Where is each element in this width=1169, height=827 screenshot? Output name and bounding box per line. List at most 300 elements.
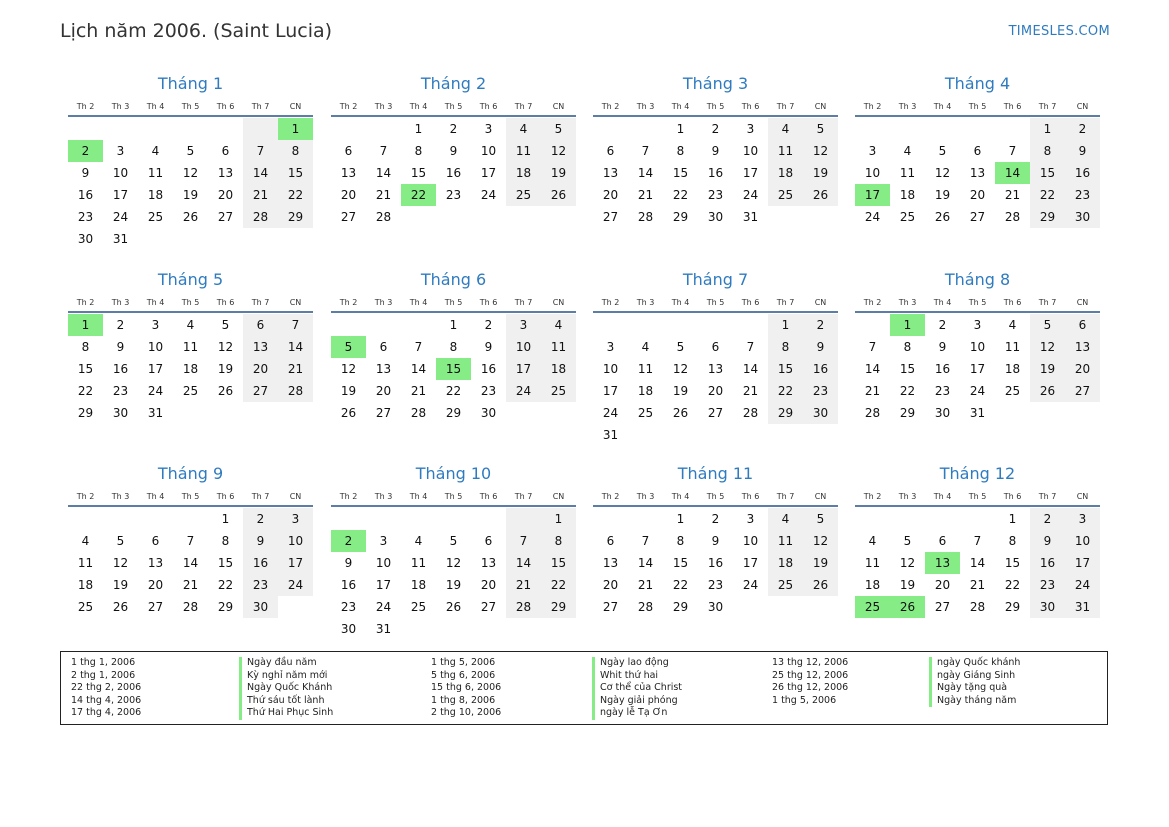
day-cell[interactable]: 22 [541,574,576,596]
day-cell[interactable]: 2 [484,318,493,332]
day-cell[interactable]: 8 [81,340,90,354]
day-cell[interactable]: 17 [855,184,890,206]
day-cell[interactable]: 9 [116,340,125,354]
day-cell[interactable]: 1 [414,122,423,136]
day-cell[interactable]: 11 [864,556,881,570]
day-cell[interactable]: 19 [445,578,462,592]
day-cell[interactable]: 14 [864,362,881,376]
day-cell[interactable]: 19 [803,162,838,184]
day-cell[interactable]: 6 [1065,314,1100,336]
day-cell[interactable]: 26 [934,210,951,224]
day-cell[interactable]: 25 [77,600,94,614]
day-cell[interactable]: 6 [344,144,353,158]
day-cell[interactable]: 21 [864,384,881,398]
day-cell[interactable]: 4 [506,118,541,140]
day-cell[interactable]: 7 [414,340,423,354]
day-cell[interactable]: 1 [221,512,230,526]
day-cell[interactable]: 22 [401,184,436,206]
day-cell[interactable]: 28 [410,406,427,420]
day-cell[interactable]: 18 [768,162,803,184]
day-cell[interactable]: 17 [742,556,759,570]
day-cell[interactable]: 19 [217,362,234,376]
day-cell[interactable]: 15 [436,358,471,380]
day-cell[interactable]: 11 [899,166,916,180]
day-cell[interactable]: 6 [973,144,982,158]
day-cell[interactable]: 30 [707,210,724,224]
day-cell[interactable]: 14 [637,556,654,570]
day-cell[interactable]: 27 [340,210,357,224]
day-cell[interactable]: 25 [506,184,541,206]
day-cell[interactable]: 25 [768,574,803,596]
day-cell[interactable]: 6 [938,534,947,548]
day-cell[interactable]: 5 [903,534,912,548]
day-cell[interactable]: 28 [278,380,313,402]
day-cell[interactable]: 15 [768,358,803,380]
day-cell[interactable]: 19 [803,552,838,574]
day-cell[interactable]: 19 [1030,358,1065,380]
day-cell[interactable]: 27 [217,210,234,224]
day-cell[interactable]: 29 [672,210,689,224]
day-cell[interactable]: 24 [602,406,619,420]
day-cell[interactable]: 20 [602,578,619,592]
day-cell[interactable]: 23 [445,188,462,202]
day-cell[interactable]: 15 [541,552,576,574]
day-cell[interactable]: 20 [707,384,724,398]
day-cell[interactable]: 16 [707,166,724,180]
day-cell[interactable]: 16 [1030,552,1065,574]
day-cell[interactable]: 5 [541,118,576,140]
day-cell[interactable]: 1 [676,512,685,526]
day-cell[interactable]: 14 [637,166,654,180]
day-cell[interactable]: 15 [1030,162,1065,184]
day-cell[interactable]: 27 [707,406,724,420]
day-cell[interactable]: 10 [864,166,881,180]
day-cell[interactable]: 25 [899,210,916,224]
day-cell[interactable]: 25 [1004,384,1021,398]
day-cell[interactable]: 15 [899,362,916,376]
day-cell[interactable]: 5 [186,144,195,158]
day-cell[interactable]: 23 [803,380,838,402]
day-cell[interactable]: 30 [340,622,357,636]
day-cell[interactable]: 31 [602,428,619,442]
day-cell[interactable]: 20 [602,188,619,202]
day-cell[interactable]: 21 [410,384,427,398]
day-cell[interactable]: 6 [379,340,388,354]
day-cell[interactable]: 2 [68,140,103,162]
day-cell[interactable]: 27 [147,600,164,614]
day-cell[interactable]: 7 [506,530,541,552]
day-cell[interactable]: 10 [480,144,497,158]
day-cell[interactable]: 23 [707,578,724,592]
day-cell[interactable]: 28 [243,206,278,228]
day-cell[interactable]: 22 [899,384,916,398]
day-cell[interactable]: 17 [278,552,313,574]
day-cell[interactable]: 12 [672,362,689,376]
day-cell[interactable]: 18 [1004,362,1021,376]
day-cell[interactable]: 14 [506,552,541,574]
day-cell[interactable]: 30 [707,600,724,614]
day-cell[interactable]: 4 [186,318,195,332]
day-cell[interactable]: 10 [506,336,541,358]
day-cell[interactable]: 7 [868,340,877,354]
day-cell[interactable]: 15 [672,556,689,570]
day-cell[interactable]: 14 [243,162,278,184]
day-cell[interactable]: 21 [278,358,313,380]
day-cell[interactable]: 22 [1030,184,1065,206]
day-cell[interactable]: 21 [637,188,654,202]
day-cell[interactable]: 27 [480,600,497,614]
day-cell[interactable]: 25 [182,384,199,398]
day-cell[interactable]: 20 [340,188,357,202]
day-cell[interactable]: 1 [541,508,576,530]
day-cell[interactable]: 30 [1030,596,1065,618]
day-cell[interactable]: 14 [969,556,986,570]
day-cell[interactable]: 19 [112,578,129,592]
day-cell[interactable]: 28 [969,600,986,614]
day-cell[interactable]: 22 [1004,578,1021,592]
day-cell[interactable]: 6 [151,534,160,548]
day-cell[interactable]: 29 [1004,600,1021,614]
day-cell[interactable]: 16 [480,362,497,376]
day-cell[interactable]: 4 [151,144,160,158]
day-cell[interactable]: 24 [742,188,759,202]
day-cell[interactable]: 2 [711,122,720,136]
day-cell[interactable]: 10 [969,340,986,354]
day-cell[interactable]: 3 [746,512,755,526]
day-cell[interactable]: 27 [243,380,278,402]
day-cell[interactable]: 5 [1030,314,1065,336]
day-cell[interactable]: 17 [112,188,129,202]
day-cell[interactable]: 29 [672,600,689,614]
day-cell[interactable]: 23 [480,384,497,398]
day-cell[interactable]: 22 [77,384,94,398]
day-cell[interactable]: 2 [116,318,125,332]
day-cell[interactable]: 11 [147,166,164,180]
day-cell[interactable]: 9 [711,144,720,158]
day-cell[interactable]: 5 [449,534,458,548]
day-cell[interactable]: 18 [768,552,803,574]
day-cell[interactable]: 5 [938,144,947,158]
day-cell[interactable]: 28 [637,600,654,614]
day-cell[interactable]: 22 [445,384,462,398]
day-cell[interactable]: 21 [182,578,199,592]
day-cell[interactable]: 3 [506,314,541,336]
day-cell[interactable]: 9 [711,534,720,548]
day-cell[interactable]: 21 [243,184,278,206]
day-cell[interactable]: 19 [934,188,951,202]
day-cell[interactable]: 14 [410,362,427,376]
day-cell[interactable]: 26 [672,406,689,420]
day-cell[interactable]: 12 [340,362,357,376]
day-cell[interactable]: 14 [995,162,1030,184]
day-cell[interactable]: 17 [969,362,986,376]
day-cell[interactable]: 29 [77,406,94,420]
day-cell[interactable]: 8 [676,144,685,158]
day-cell[interactable]: 18 [541,358,576,380]
day-cell[interactable]: 12 [899,556,916,570]
day-cell[interactable]: 5 [116,534,125,548]
day-cell[interactable]: 3 [151,318,160,332]
day-cell[interactable]: 5 [331,336,366,358]
day-cell[interactable]: 30 [112,406,129,420]
day-cell[interactable]: 31 [147,406,164,420]
day-cell[interactable]: 12 [803,140,838,162]
day-cell[interactable]: 27 [969,210,986,224]
day-cell[interactable]: 3 [116,144,125,158]
day-cell[interactable]: 24 [375,600,392,614]
day-cell[interactable]: 20 [480,578,497,592]
day-cell[interactable]: 6 [484,534,493,548]
day-cell[interactable]: 17 [147,362,164,376]
day-cell[interactable]: 20 [934,578,951,592]
day-cell[interactable]: 24 [278,574,313,596]
day-cell[interactable]: 8 [449,340,458,354]
day-cell[interactable]: 6 [606,534,615,548]
day-cell[interactable]: 25 [855,596,890,618]
day-cell[interactable]: 2 [1030,508,1065,530]
day-cell[interactable]: 4 [903,144,912,158]
day-cell[interactable]: 20 [1065,358,1100,380]
day-cell[interactable]: 24 [864,210,881,224]
day-cell[interactable]: 8 [221,534,230,548]
day-cell[interactable]: 7 [641,144,650,158]
day-cell[interactable]: 6 [221,144,230,158]
day-cell[interactable]: 15 [217,556,234,570]
day-cell[interactable]: 1 [676,122,685,136]
day-cell[interactable]: 31 [969,406,986,420]
day-cell[interactable]: 14 [742,362,759,376]
day-cell[interactable]: 24 [969,384,986,398]
brand-link[interactable]: TIMESLES.COM [1008,24,1110,39]
day-cell[interactable]: 1 [449,318,458,332]
day-cell[interactable]: 10 [278,530,313,552]
day-cell[interactable]: 17 [1065,552,1100,574]
day-cell[interactable]: 28 [182,600,199,614]
day-cell[interactable]: 8 [903,340,912,354]
day-cell[interactable]: 27 [602,600,619,614]
day-cell[interactable]: 3 [606,340,615,354]
day-cell[interactable]: 13 [480,556,497,570]
day-cell[interactable]: 7 [278,314,313,336]
day-cell[interactable]: 29 [217,600,234,614]
day-cell[interactable]: 12 [217,340,234,354]
day-cell[interactable]: 25 [410,600,427,614]
day-cell[interactable]: 30 [77,232,94,246]
day-cell[interactable]: 18 [899,188,916,202]
day-cell[interactable]: 15 [77,362,94,376]
day-cell[interactable]: 8 [1008,534,1017,548]
day-cell[interactable]: 11 [768,140,803,162]
day-cell[interactable]: 16 [340,578,357,592]
day-cell[interactable]: 12 [112,556,129,570]
day-cell[interactable]: 18 [147,188,164,202]
day-cell[interactable]: 18 [506,162,541,184]
day-cell[interactable]: 5 [221,318,230,332]
day-cell[interactable]: 11 [1004,340,1021,354]
day-cell[interactable]: 26 [112,600,129,614]
day-cell[interactable]: 22 [278,184,313,206]
day-cell[interactable]: 1 [890,314,925,336]
day-cell[interactable]: 22 [672,188,689,202]
day-cell[interactable]: 21 [1004,188,1021,202]
day-cell[interactable]: 7 [1008,144,1017,158]
day-cell[interactable]: 2 [938,318,947,332]
day-cell[interactable]: 25 [768,184,803,206]
day-cell[interactable]: 28 [1004,210,1021,224]
day-cell[interactable]: 14 [182,556,199,570]
day-cell[interactable]: 6 [606,144,615,158]
day-cell[interactable]: 23 [243,574,278,596]
day-cell[interactable]: 26 [803,574,838,596]
day-cell[interactable]: 16 [445,166,462,180]
day-cell[interactable]: 14 [375,166,392,180]
day-cell[interactable]: 4 [541,314,576,336]
day-cell[interactable]: 4 [768,118,803,140]
day-cell[interactable]: 13 [340,166,357,180]
day-cell[interactable]: 16 [934,362,951,376]
day-cell[interactable]: 2 [1065,118,1100,140]
day-cell[interactable]: 3 [484,122,493,136]
day-cell[interactable]: 9 [243,530,278,552]
day-cell[interactable]: 24 [112,210,129,224]
day-cell[interactable]: 12 [934,166,951,180]
day-cell[interactable]: 28 [742,406,759,420]
day-cell[interactable]: 13 [602,556,619,570]
day-cell[interactable]: 19 [672,384,689,398]
day-cell[interactable]: 22 [672,578,689,592]
day-cell[interactable]: 11 [506,140,541,162]
day-cell[interactable]: 12 [803,530,838,552]
day-cell[interactable]: 26 [340,406,357,420]
day-cell[interactable]: 3 [379,534,388,548]
day-cell[interactable]: 9 [344,556,353,570]
day-cell[interactable]: 12 [182,166,199,180]
day-cell[interactable]: 21 [375,188,392,202]
day-cell[interactable]: 15 [1004,556,1021,570]
day-cell[interactable]: 18 [637,384,654,398]
day-cell[interactable]: 29 [1030,206,1065,228]
day-cell[interactable]: 2 [803,314,838,336]
day-cell[interactable]: 2 [711,512,720,526]
day-cell[interactable]: 20 [147,578,164,592]
day-cell[interactable]: 2 [243,508,278,530]
day-cell[interactable]: 22 [217,578,234,592]
day-cell[interactable]: 4 [414,534,423,548]
day-cell[interactable]: 11 [77,556,94,570]
day-cell[interactable]: 3 [868,144,877,158]
day-cell[interactable]: 13 [707,362,724,376]
day-cell[interactable]: 23 [707,188,724,202]
day-cell[interactable]: 4 [868,534,877,548]
day-cell[interactable]: 13 [602,166,619,180]
day-cell[interactable]: 29 [899,406,916,420]
day-cell[interactable]: 11 [182,340,199,354]
day-cell[interactable]: 19 [182,188,199,202]
day-cell[interactable]: 9 [1030,530,1065,552]
day-cell[interactable]: 26 [803,184,838,206]
day-cell[interactable]: 30 [934,406,951,420]
day-cell[interactable]: 8 [414,144,423,158]
day-cell[interactable]: 16 [707,556,724,570]
day-cell[interactable]: 18 [182,362,199,376]
day-cell[interactable]: 13 [925,552,960,574]
day-cell[interactable]: 29 [445,406,462,420]
day-cell[interactable]: 4 [81,534,90,548]
day-cell[interactable]: 16 [112,362,129,376]
day-cell[interactable]: 27 [375,406,392,420]
day-cell[interactable]: 8 [1030,140,1065,162]
day-cell[interactable]: 1 [1030,118,1065,140]
day-cell[interactable]: 10 [112,166,129,180]
day-cell[interactable]: 1 [68,314,103,336]
day-cell[interactable]: 16 [803,358,838,380]
day-cell[interactable]: 16 [77,188,94,202]
day-cell[interactable]: 14 [278,336,313,358]
day-cell[interactable]: 13 [1065,336,1100,358]
day-cell[interactable]: 26 [217,384,234,398]
day-cell[interactable]: 3 [746,122,755,136]
day-cell[interactable]: 12 [541,140,576,162]
day-cell[interactable]: 4 [641,340,650,354]
day-cell[interactable]: 29 [278,206,313,228]
day-cell[interactable]: 15 [278,162,313,184]
day-cell[interactable]: 10 [147,340,164,354]
day-cell[interactable]: 10 [602,362,619,376]
day-cell[interactable]: 17 [480,166,497,180]
day-cell[interactable]: 15 [410,166,427,180]
day-cell[interactable]: 26 [541,184,576,206]
day-cell[interactable]: 9 [81,166,90,180]
day-cell[interactable]: 8 [676,534,685,548]
day-cell[interactable]: 10 [742,534,759,548]
day-cell[interactable]: 31 [742,210,759,224]
day-cell[interactable]: 13 [969,166,986,180]
day-cell[interactable]: 19 [899,578,916,592]
day-cell[interactable]: 7 [641,534,650,548]
day-cell[interactable]: 9 [938,340,947,354]
day-cell[interactable]: 12 [445,556,462,570]
day-cell[interactable]: 2 [331,530,366,552]
day-cell[interactable]: 11 [410,556,427,570]
day-cell[interactable]: 30 [480,406,497,420]
day-cell[interactable]: 10 [742,144,759,158]
day-cell[interactable]: 22 [768,380,803,402]
day-cell[interactable]: 24 [742,578,759,592]
day-cell[interactable]: 30 [803,402,838,424]
day-cell[interactable]: 9 [449,144,458,158]
day-cell[interactable]: 23 [340,600,357,614]
day-cell[interactable]: 29 [541,596,576,618]
day-cell[interactable]: 26 [890,596,925,618]
day-cell[interactable]: 12 [1030,336,1065,358]
day-cell[interactable]: 13 [147,556,164,570]
day-cell[interactable]: 26 [1030,380,1065,402]
day-cell[interactable]: 18 [77,578,94,592]
day-cell[interactable]: 17 [506,358,541,380]
day-cell[interactable]: 23 [77,210,94,224]
day-cell[interactable]: 13 [217,166,234,180]
day-cell[interactable]: 28 [375,210,392,224]
day-cell[interactable]: 7 [243,140,278,162]
day-cell[interactable]: 1 [768,314,803,336]
day-cell[interactable]: 31 [1065,596,1100,618]
day-cell[interactable]: 18 [410,578,427,592]
day-cell[interactable]: 3 [278,508,313,530]
day-cell[interactable]: 23 [934,384,951,398]
day-cell[interactable]: 27 [602,210,619,224]
day-cell[interactable]: 5 [803,118,838,140]
day-cell[interactable]: 26 [445,600,462,614]
